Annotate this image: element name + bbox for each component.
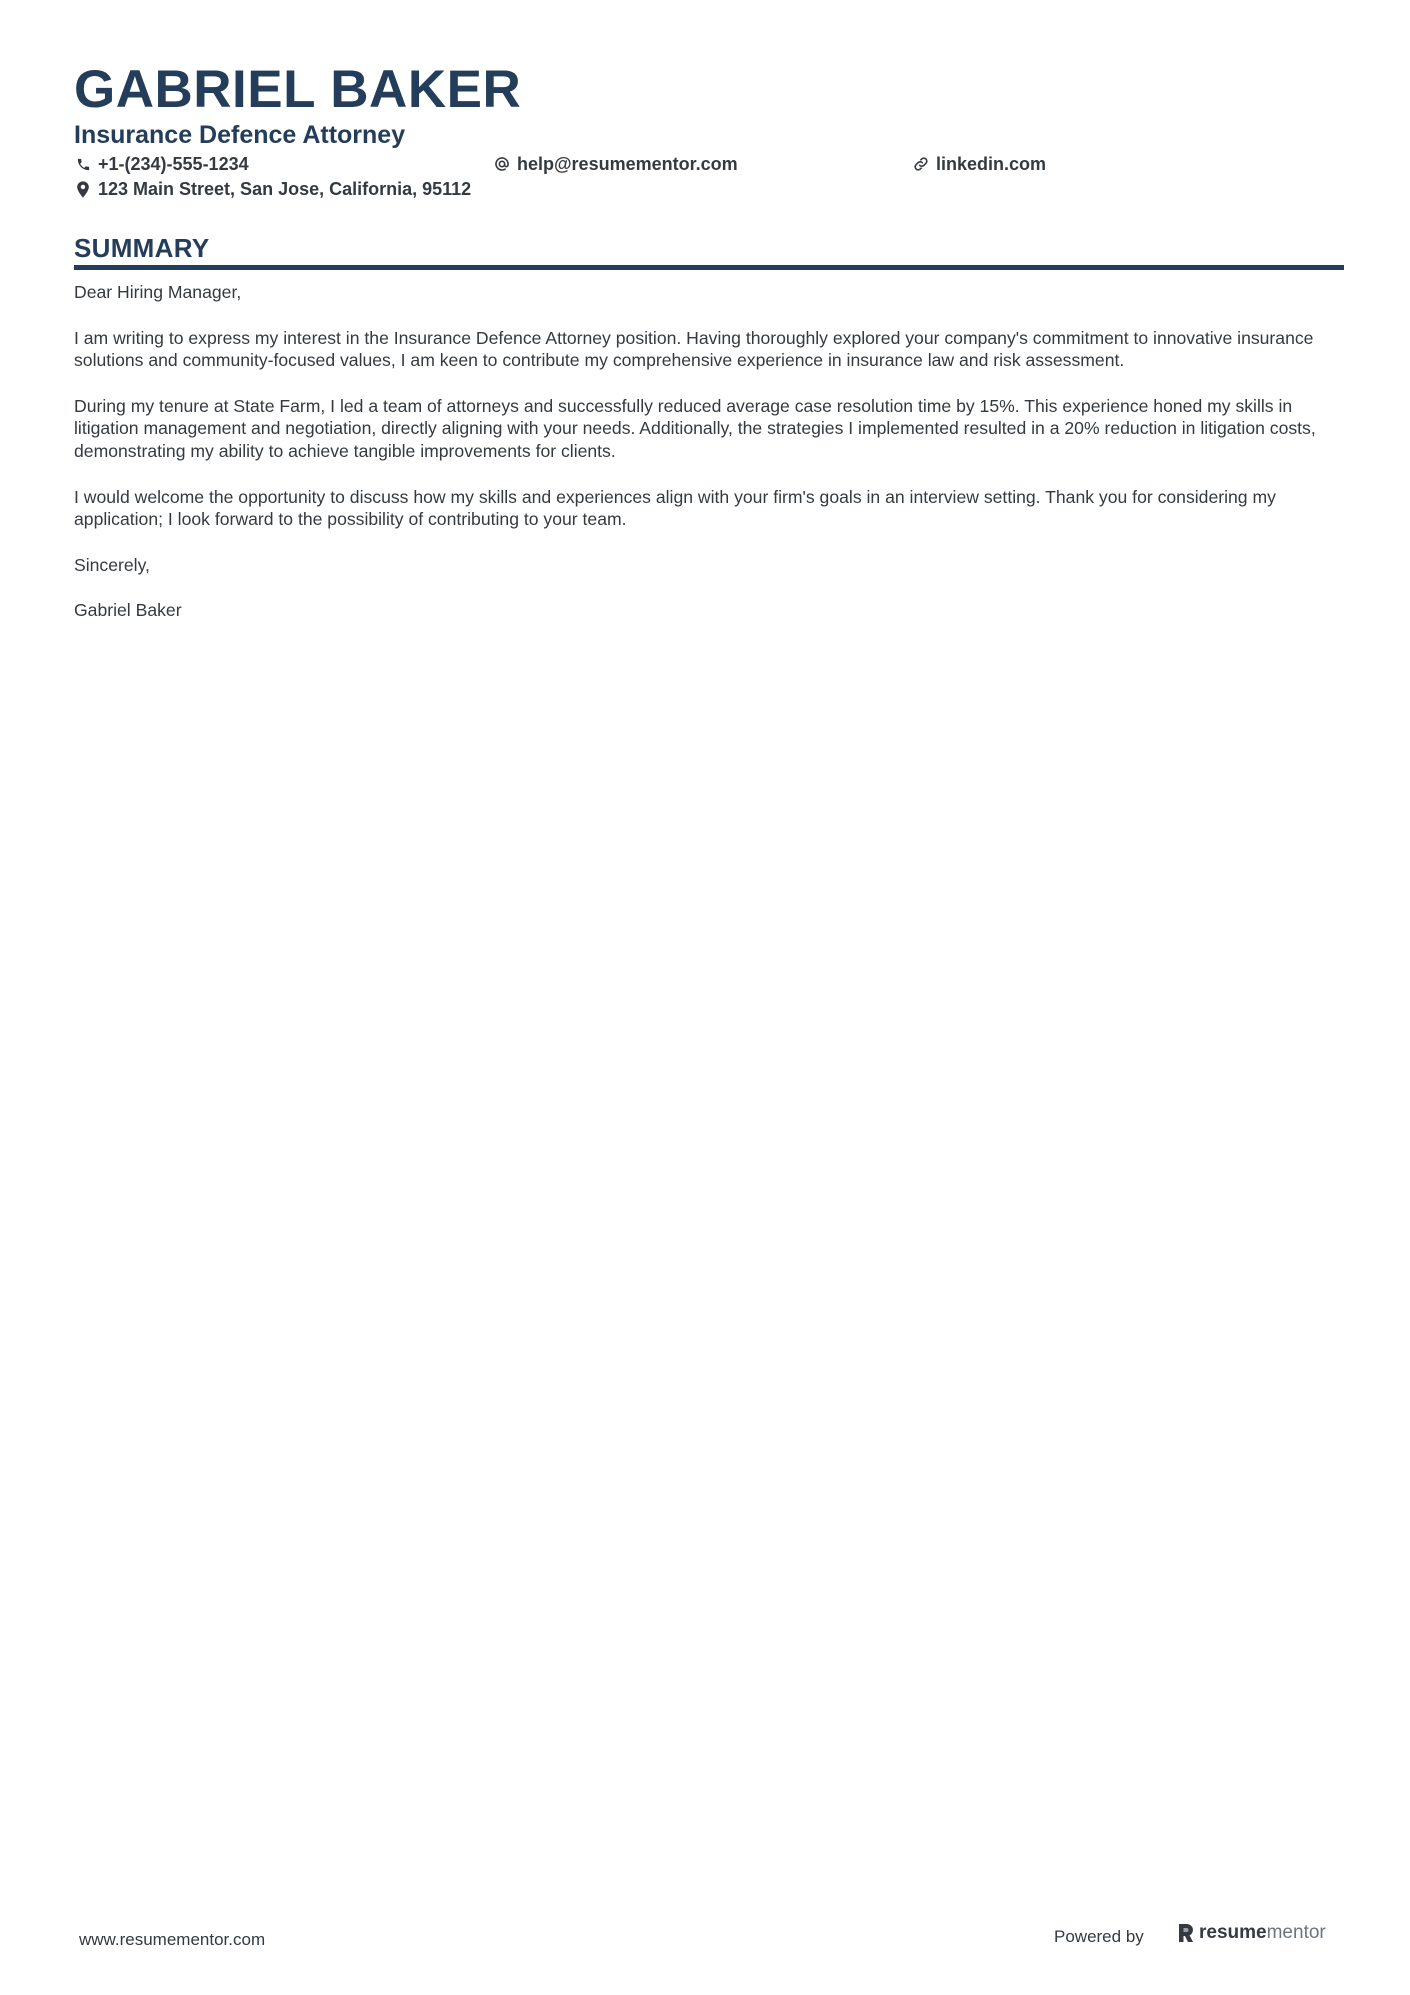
phone-icon xyxy=(74,155,92,173)
contact-link[interactable] xyxy=(912,153,1046,175)
link-icon xyxy=(912,155,930,173)
resumementor-logo-icon xyxy=(1177,1922,1195,1944)
brand-wordmark xyxy=(1199,1922,1326,1944)
section-heading-summary: SUMMARY xyxy=(74,233,210,263)
candidate-name: GABRIEL BAKER xyxy=(74,60,522,119)
letter-paragraph: During my tenure at State Farm, I led a team of attorneys and successfully reduced average case resolution time by 15%. This experience honed my skills in litigation management and negotiation, directly aligning with your needs. Additionally, the strategies I implemented resulted in a 20% reduction in litigation costs, demonstrating my ability to achieve tangible improvements for clients. xyxy=(74,395,1316,461)
brand-wordmark-bold: resume xyxy=(1199,1922,1267,1943)
link-text[interactable]: linkedin.com xyxy=(936,154,1047,174)
signature: Gabriel Baker xyxy=(74,600,182,621)
section-divider xyxy=(74,265,1344,270)
cover-letter-body xyxy=(74,281,1344,645)
contact-email[interactable] xyxy=(493,153,738,175)
footer-website-link[interactable]: www.resumementor.com xyxy=(79,1930,266,1949)
brand-wordmark-light: mentor xyxy=(1266,1922,1326,1943)
closing: Sincerely, xyxy=(74,554,150,575)
brand-logo[interactable] xyxy=(1177,1922,1326,1944)
location-pin-icon xyxy=(74,180,92,198)
contact-phone xyxy=(74,153,249,175)
contact-address xyxy=(74,178,471,200)
phone-text: +1-(234)-555-1234 xyxy=(98,154,249,174)
job-title: Insurance Defence Attorney xyxy=(74,121,406,149)
salutation: Dear Hiring Manager, xyxy=(74,282,242,302)
powered-by-label: Powered by xyxy=(1054,1927,1144,1946)
address-text: 123 Main Street, San Jose, California, 95112 xyxy=(98,179,472,199)
at-icon xyxy=(493,155,511,173)
email-text[interactable]: help@resumementor.com xyxy=(517,154,738,174)
letter-paragraph: I am writing to express my interest in the Insurance Defence Attorney position. Having thoroughly explored your company's commitment to innovative insurance solutions and community-focused values, I am keen to contribute my comprehensive experience in insurance law and risk assessment. xyxy=(74,327,1314,371)
letter-paragraph: I would welcome the opportunity to discuss how my skills and experiences align with your firm's goals in an interview setting. Thank you for considering my application; I look forward to the possibility of contributing to your team. xyxy=(74,486,1276,530)
